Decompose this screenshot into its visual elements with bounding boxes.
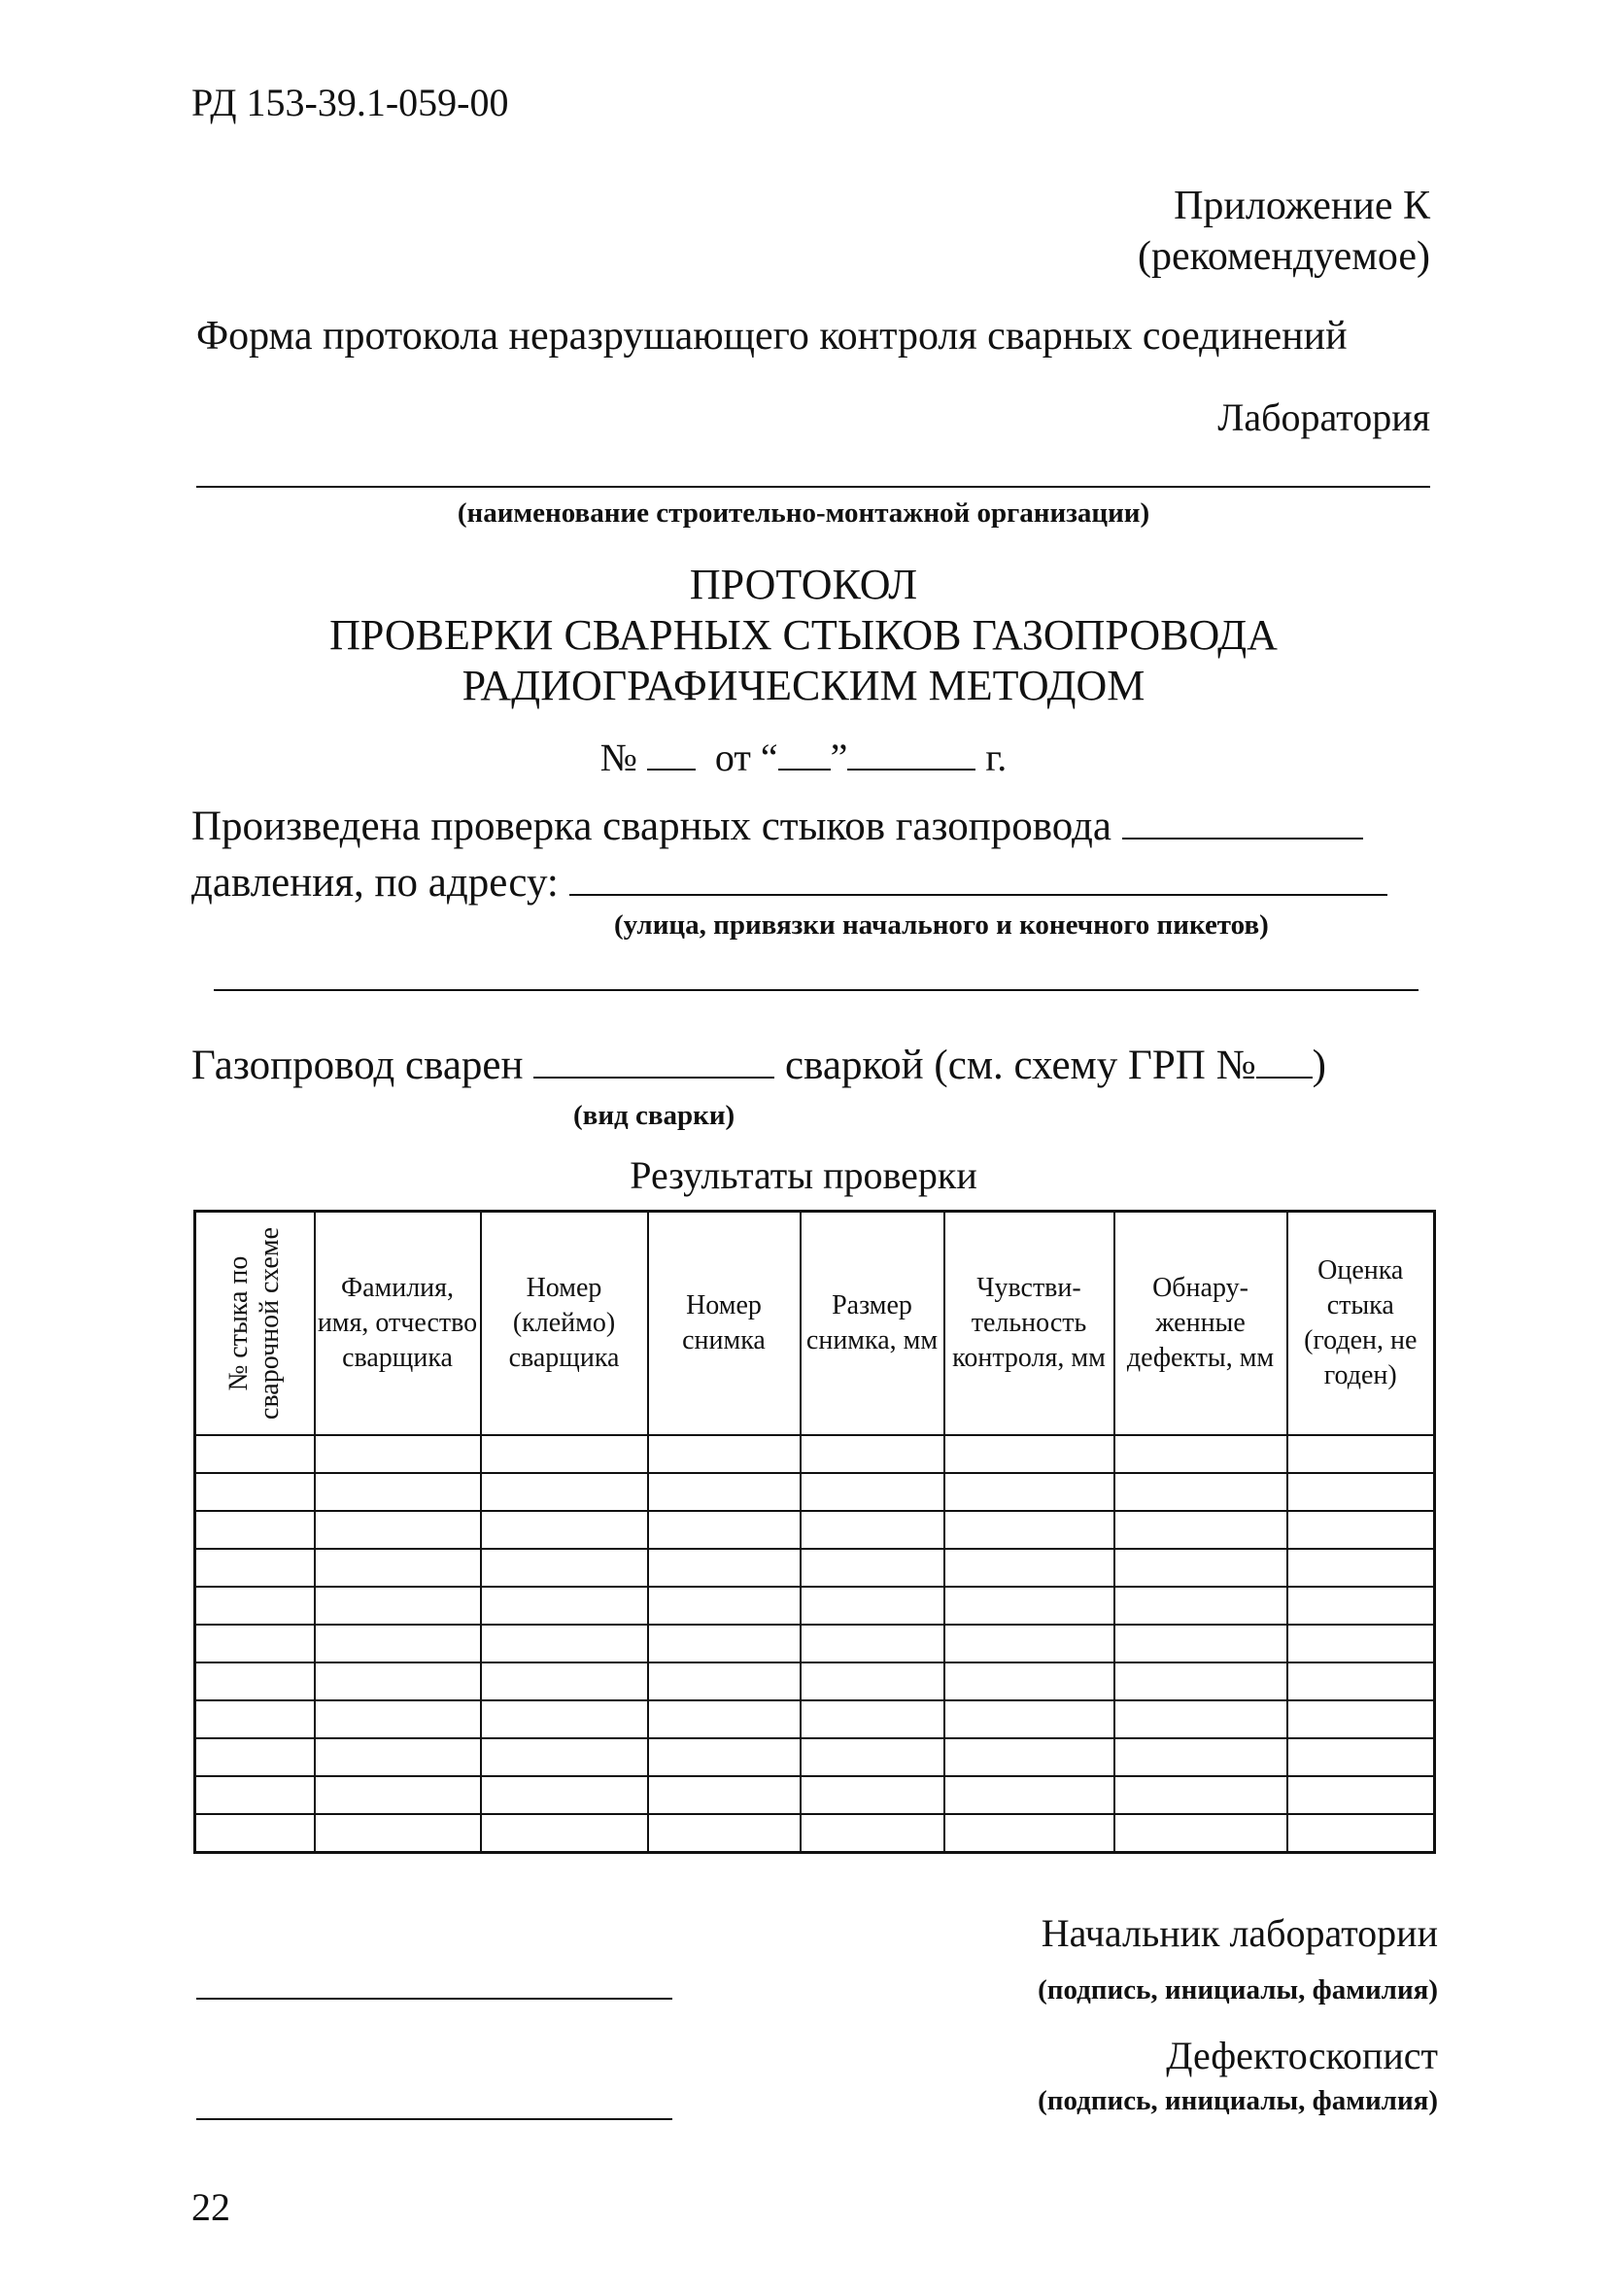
table-cell [195,1473,315,1511]
protocol-number-line [0,735,1607,780]
protocol-title-line-3: РАДИОГРАФИЧЕСКИМ МЕТОДОМ [462,662,1145,709]
table-cell [195,1700,315,1738]
table-cell [944,1700,1114,1738]
lab-head-signature-line [196,1998,672,2000]
table-row [195,1738,1435,1776]
table-cell [481,1662,648,1700]
address-continuation-line [214,989,1419,991]
table-row [195,1435,1435,1473]
table-cell [801,1435,944,1473]
address-blank [569,865,1387,896]
welding-type-blank [533,1047,774,1079]
welded-close: ) [1312,1043,1326,1088]
table-cell [801,1814,944,1853]
protocol-title-line-2: ПРОВЕРКИ СВАРНЫХ СТЫКОВ ГАЗОПРОВОДА [329,611,1278,659]
quote-close: ” [830,736,848,779]
flaw-detector-signature-line [196,2118,672,2120]
table-cell [481,1473,648,1511]
table-cell [1287,1814,1435,1853]
table-cell [315,1587,481,1625]
table-row [195,1776,1435,1814]
table-cell [1287,1511,1435,1549]
table-cell [944,1776,1114,1814]
table-cell [944,1435,1114,1473]
col-header-image-size: Размер снимка, мм [801,1212,944,1436]
number-sign: № [599,736,637,779]
laboratory-label: Лаборатория [1217,395,1430,439]
pressure-text: давления, по адресу: [191,860,559,906]
table-cell [1114,1625,1287,1662]
address-caption: (улица, привязки начального и конечного пикетов) [614,909,1269,941]
appendix-heading [1138,181,1430,282]
inspection-text: Произведена проверка сварных стыков газопровода [191,804,1111,849]
table-cell [944,1625,1114,1662]
welding-type-caption: (вид сварки) [573,1100,735,1131]
col-header-assessment: Оценка стыка (годен, не годен) [1287,1212,1435,1436]
col-header-welder-name: Фамилия, имя, отчество сварщика [315,1212,481,1436]
inspection-statement [191,803,1363,850]
flaw-detector-title: Дефектоскопист [1166,2034,1438,2077]
lab-head-signature-caption: (подпись, инициалы, фамилия) [1038,1974,1438,2005]
table-cell [195,1511,315,1549]
table-cell [315,1738,481,1776]
table-cell [801,1587,944,1625]
table-cell [1114,1587,1287,1625]
table-cell [1114,1700,1287,1738]
table-cell [1287,1473,1435,1511]
table-cell [648,1511,801,1549]
table-cell [648,1435,801,1473]
lab-head-title: Начальник лаборатории [1041,1911,1438,1955]
welding-statement [191,1042,1326,1089]
table-cell [315,1511,481,1549]
table-cell [1114,1738,1287,1776]
table-cell [648,1473,801,1511]
number-blank [647,739,696,771]
results-title: Результаты проверки [630,1153,977,1197]
table-cell [481,1587,648,1625]
table-cell [801,1549,944,1587]
col-header-sensitivity: Чувстви-тельность контроля, мм [944,1212,1114,1436]
table-cell [195,1814,315,1853]
table-cell [1114,1473,1287,1511]
table-cell [944,1549,1114,1587]
month-blank [847,739,975,771]
table-cell [801,1662,944,1700]
welded-middle: сваркой (см. схему ГРП № [785,1043,1256,1088]
col-header-welder-stamp: Номер (клеймо) сварщика [481,1212,648,1436]
appendix-subtitle: (рекомендуемое) [1138,234,1430,279]
table-cell [315,1662,481,1700]
gas-pipeline-type-blank [1122,808,1363,840]
table-cell [1114,1549,1287,1587]
table-cell [315,1625,481,1662]
table-cell [1287,1625,1435,1662]
organization-caption: (наименование строительно-монтажной организации) [457,497,1150,529]
table-cell [1114,1435,1287,1473]
table-cell [315,1814,481,1853]
table-cell [1287,1776,1435,1814]
table-cell [1114,1776,1287,1814]
table-cell [944,1814,1114,1853]
year-label: г. [985,736,1008,779]
table-cell [648,1814,801,1853]
table-cell [315,1473,481,1511]
table-header-row [195,1212,1435,1436]
table-cell [648,1776,801,1814]
table-cell [481,1700,648,1738]
protocol-title-line-1: ПРОТОКОЛ [689,561,918,608]
table-cell [481,1625,648,1662]
table-cell [195,1587,315,1625]
table-cell [801,1625,944,1662]
col-header-defects: Обнару-женные дефекты, мм [1114,1212,1287,1436]
table-cell [1287,1549,1435,1587]
table-cell [315,1700,481,1738]
results-table [193,1210,1436,1854]
table-cell [944,1738,1114,1776]
table-body [195,1435,1435,1853]
table-cell [195,1549,315,1587]
page-number: 22 [191,2185,230,2229]
date-from-label: от “ [714,736,778,779]
document-code: РД 153-39.1-059-00 [191,81,509,124]
pressure-address-line [191,859,1387,907]
table-row [195,1662,1435,1700]
table-cell [1114,1662,1287,1700]
organization-name-line [196,486,1430,488]
col-header-image-number: Номер снимка [648,1212,801,1436]
table-cell [648,1700,801,1738]
table-cell [481,1435,648,1473]
table-cell [481,1511,648,1549]
table-cell [481,1549,648,1587]
table-cell [648,1625,801,1662]
table-cell [315,1435,481,1473]
day-blank [778,739,831,771]
table-cell [648,1549,801,1587]
table-cell [481,1776,648,1814]
table-cell [801,1511,944,1549]
table-cell [801,1700,944,1738]
table-cell [195,1776,315,1814]
table-cell [801,1738,944,1776]
table-cell [648,1738,801,1776]
table-cell [315,1776,481,1814]
table-cell [944,1662,1114,1700]
col-header-joint-number: № стыка по сварочной схеме [195,1212,315,1436]
table-row [195,1473,1435,1511]
flaw-detector-signature-caption: (подпись, инициалы, фамилия) [1038,2085,1438,2116]
table-cell [481,1738,648,1776]
appendix-title: Приложение К [1174,184,1430,228]
table-cell [801,1776,944,1814]
table-cell [195,1738,315,1776]
table-cell [1114,1511,1287,1549]
table-row [195,1700,1435,1738]
table-row [195,1511,1435,1549]
table-cell [1287,1435,1435,1473]
table-row [195,1549,1435,1587]
table-cell [195,1625,315,1662]
table-cell [801,1473,944,1511]
table-cell [648,1662,801,1700]
table-row [195,1814,1435,1853]
table-cell [648,1587,801,1625]
table-cell [1287,1700,1435,1738]
form-title: Форма протокола неразрушающего контроля сварных соединений [196,314,1348,359]
table-row [195,1625,1435,1662]
welded-prefix: Газопровод сварен [191,1043,524,1088]
table-cell [944,1473,1114,1511]
grp-number-blank [1256,1047,1313,1079]
table-cell [315,1549,481,1587]
table-cell [195,1435,315,1473]
table-cell [944,1511,1114,1549]
table-cell [1287,1738,1435,1776]
table-cell [1114,1814,1287,1853]
table-cell [1287,1662,1435,1700]
table-cell [195,1662,315,1700]
table-cell [944,1587,1114,1625]
table-cell [1287,1587,1435,1625]
table-cell [481,1814,648,1853]
table-row [195,1587,1435,1625]
